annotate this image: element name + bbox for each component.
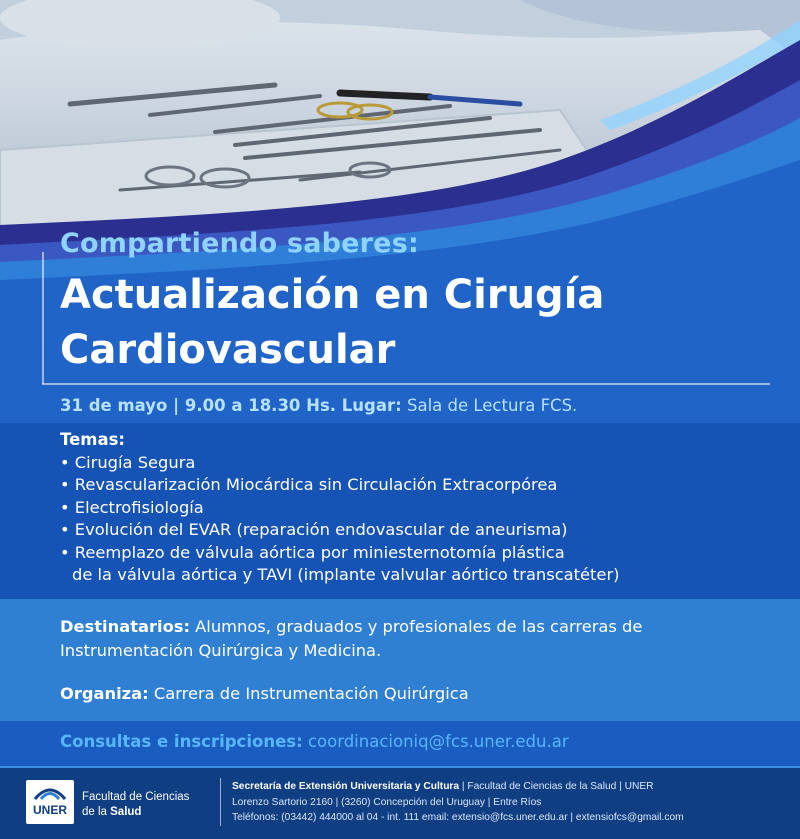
title-frame-horizontal [42, 383, 770, 385]
organiza-text: Carrera de Instrumentación Quirúrgica [153, 684, 469, 703]
title-line-1: Actualización en Cirugía [60, 272, 605, 318]
page-title [60, 268, 604, 378]
list-item-continuation-text: de la válvula aórtica y TAVI (implante valvular aórtico transcatéter) [72, 565, 620, 585]
destinatarios [60, 615, 780, 663]
footer-vertical-divider [220, 778, 221, 826]
contact-email-link[interactable]: coordinacioniq@fcs.uner.edu.ar [307, 732, 569, 751]
footer-secretaria: Secretaría de Extensión Universitaria y Cultura [232, 781, 460, 792]
footer-address: Lorenzo Sartorio 2160 | (3260) Concepción del Uruguay | Entre Ríos [232, 796, 542, 808]
contact-label: Consultas e inscripciones: [60, 732, 303, 751]
temas-heading: Temas: [60, 430, 126, 449]
footer-faculty: | Facultad de Ciencias de la Salud | UNER [461, 781, 654, 792]
subtitle: Compartiendo saberes: [60, 228, 419, 259]
faculty-line-2-bold: Salud [110, 806, 142, 818]
faculty-line-1: Facultad de Ciencias [82, 791, 190, 803]
destinatarios-text: Alumnos, graduados y profesionales de las carreras de Instrumentación Quirúrgica y Medicina. [60, 617, 643, 660]
organiza-label: Organiza: [60, 684, 149, 703]
list-item-continuation [60, 564, 620, 586]
title-line-2: Cardiovascular [60, 327, 396, 373]
faculty-line-2 [82, 805, 189, 820]
list-item: • Cirugía Segura [60, 453, 196, 472]
uner-logo-text: UNER [32, 803, 67, 817]
list-item: • Reemplazo de válvula aórtica por miniesternotomía plástica [60, 542, 565, 562]
faculty-line-2-prefix: de la [82, 806, 107, 818]
temas-list [60, 452, 620, 586]
footer-divider-strip [0, 766, 800, 768]
surgical-instruments-photo [0, 0, 800, 260]
event-date: 31 de mayo | 9.00 a 18.30 Hs. Lugar: [60, 396, 402, 415]
title-frame-vertical [42, 252, 44, 384]
uner-logo-icon [33, 784, 67, 800]
footer-contact-info [232, 779, 684, 826]
list-item: • Evolución del EVAR (reparación endovascular de aneurisma) [60, 520, 568, 540]
list-item: • Electrofisiología [60, 497, 204, 517]
organiza [60, 684, 469, 703]
faculty-name [82, 790, 189, 820]
footer-info-line-1 [232, 779, 684, 795]
footer-phones-emails: Teléfonos: (03442) 444000 al 04 - int. 111 email: extensio@fcs.uner.edu.ar | extensiofcs@gmail.com [232, 812, 684, 824]
contact-line [60, 732, 569, 751]
list-item: • Revascularización Miocárdica sin Circulación Extracorpórea [60, 475, 558, 495]
event-date-place [60, 396, 577, 415]
event-place: Sala de Lectura FCS. [406, 396, 578, 415]
destinatarios-label: Destinatarios: [60, 617, 190, 636]
